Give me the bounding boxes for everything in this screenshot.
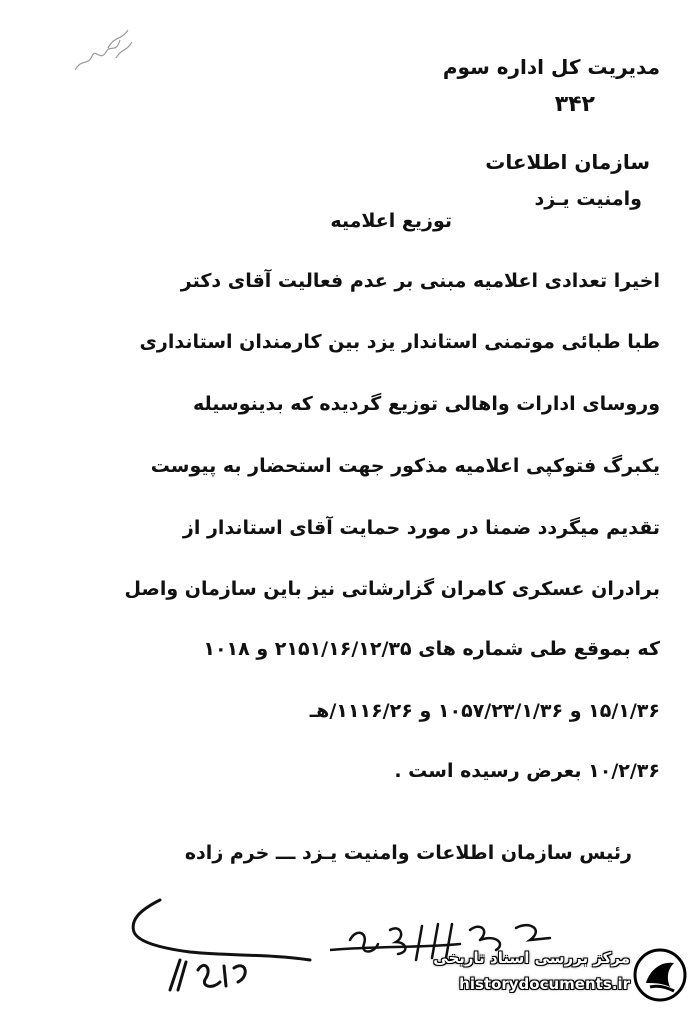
signature-block: رئیس سازمان اطلاعات وامنیت یـزد ـــ خرم زاده xyxy=(184,842,632,864)
archive-logo-icon xyxy=(632,947,688,1003)
body-line: طبا طبائی موتمنی استاندار یزد بین کارمندان استانداری xyxy=(139,331,660,353)
letter-number: ۳۴۲ xyxy=(554,92,595,117)
addressee-line-2: وامنیت یـزد xyxy=(534,188,642,210)
body-line: که بموقع طی شماره های ۲۱۵۱/۱۶/۱۲/۳۵ و ۱۰۱۸ xyxy=(203,638,660,660)
body-line: ۱۰/۲/۳۶ بعرض رسیده است . xyxy=(394,760,660,782)
body-line: برادران عسکری کامران گزارشاتی نیز باین سازمان واصل xyxy=(124,578,660,600)
subject-line: توزیع اعلامیه xyxy=(330,210,452,232)
body-line: اخیرا تعدادی اعلامیه مبنی بر عدم فعالیت آقای دکتر xyxy=(180,270,660,292)
watermark xyxy=(428,945,688,1007)
body-line: یکبرگ فتوکپی اعلامیه مذکور جهت استحضار به پیوست xyxy=(150,455,660,477)
watermark-url: historydocuments.ir xyxy=(459,975,630,993)
body-line: وروسای ادارات واهالی توزیع گردیده که بدینوسیله xyxy=(192,393,660,415)
handwritten-signature xyxy=(120,890,330,1000)
body-line: ۱۵/۱/۳۶ و ۱۰۵۷/۲۳/۱/۳۶ و ۱۱۱۶/۲۶/هـ xyxy=(309,700,660,722)
body-line: تقدیم میگردد ضمنا در مورد حمایت آقای استاندار از xyxy=(182,517,660,539)
corner-pen-mark xyxy=(70,18,140,78)
addressee-line-1: سازمان اطلاعات xyxy=(485,150,650,174)
department-heading: مدیریت کل اداره سوم xyxy=(442,55,660,79)
watermark-persian-text: مرکز بررسی اسناد تاریخی xyxy=(433,949,630,967)
